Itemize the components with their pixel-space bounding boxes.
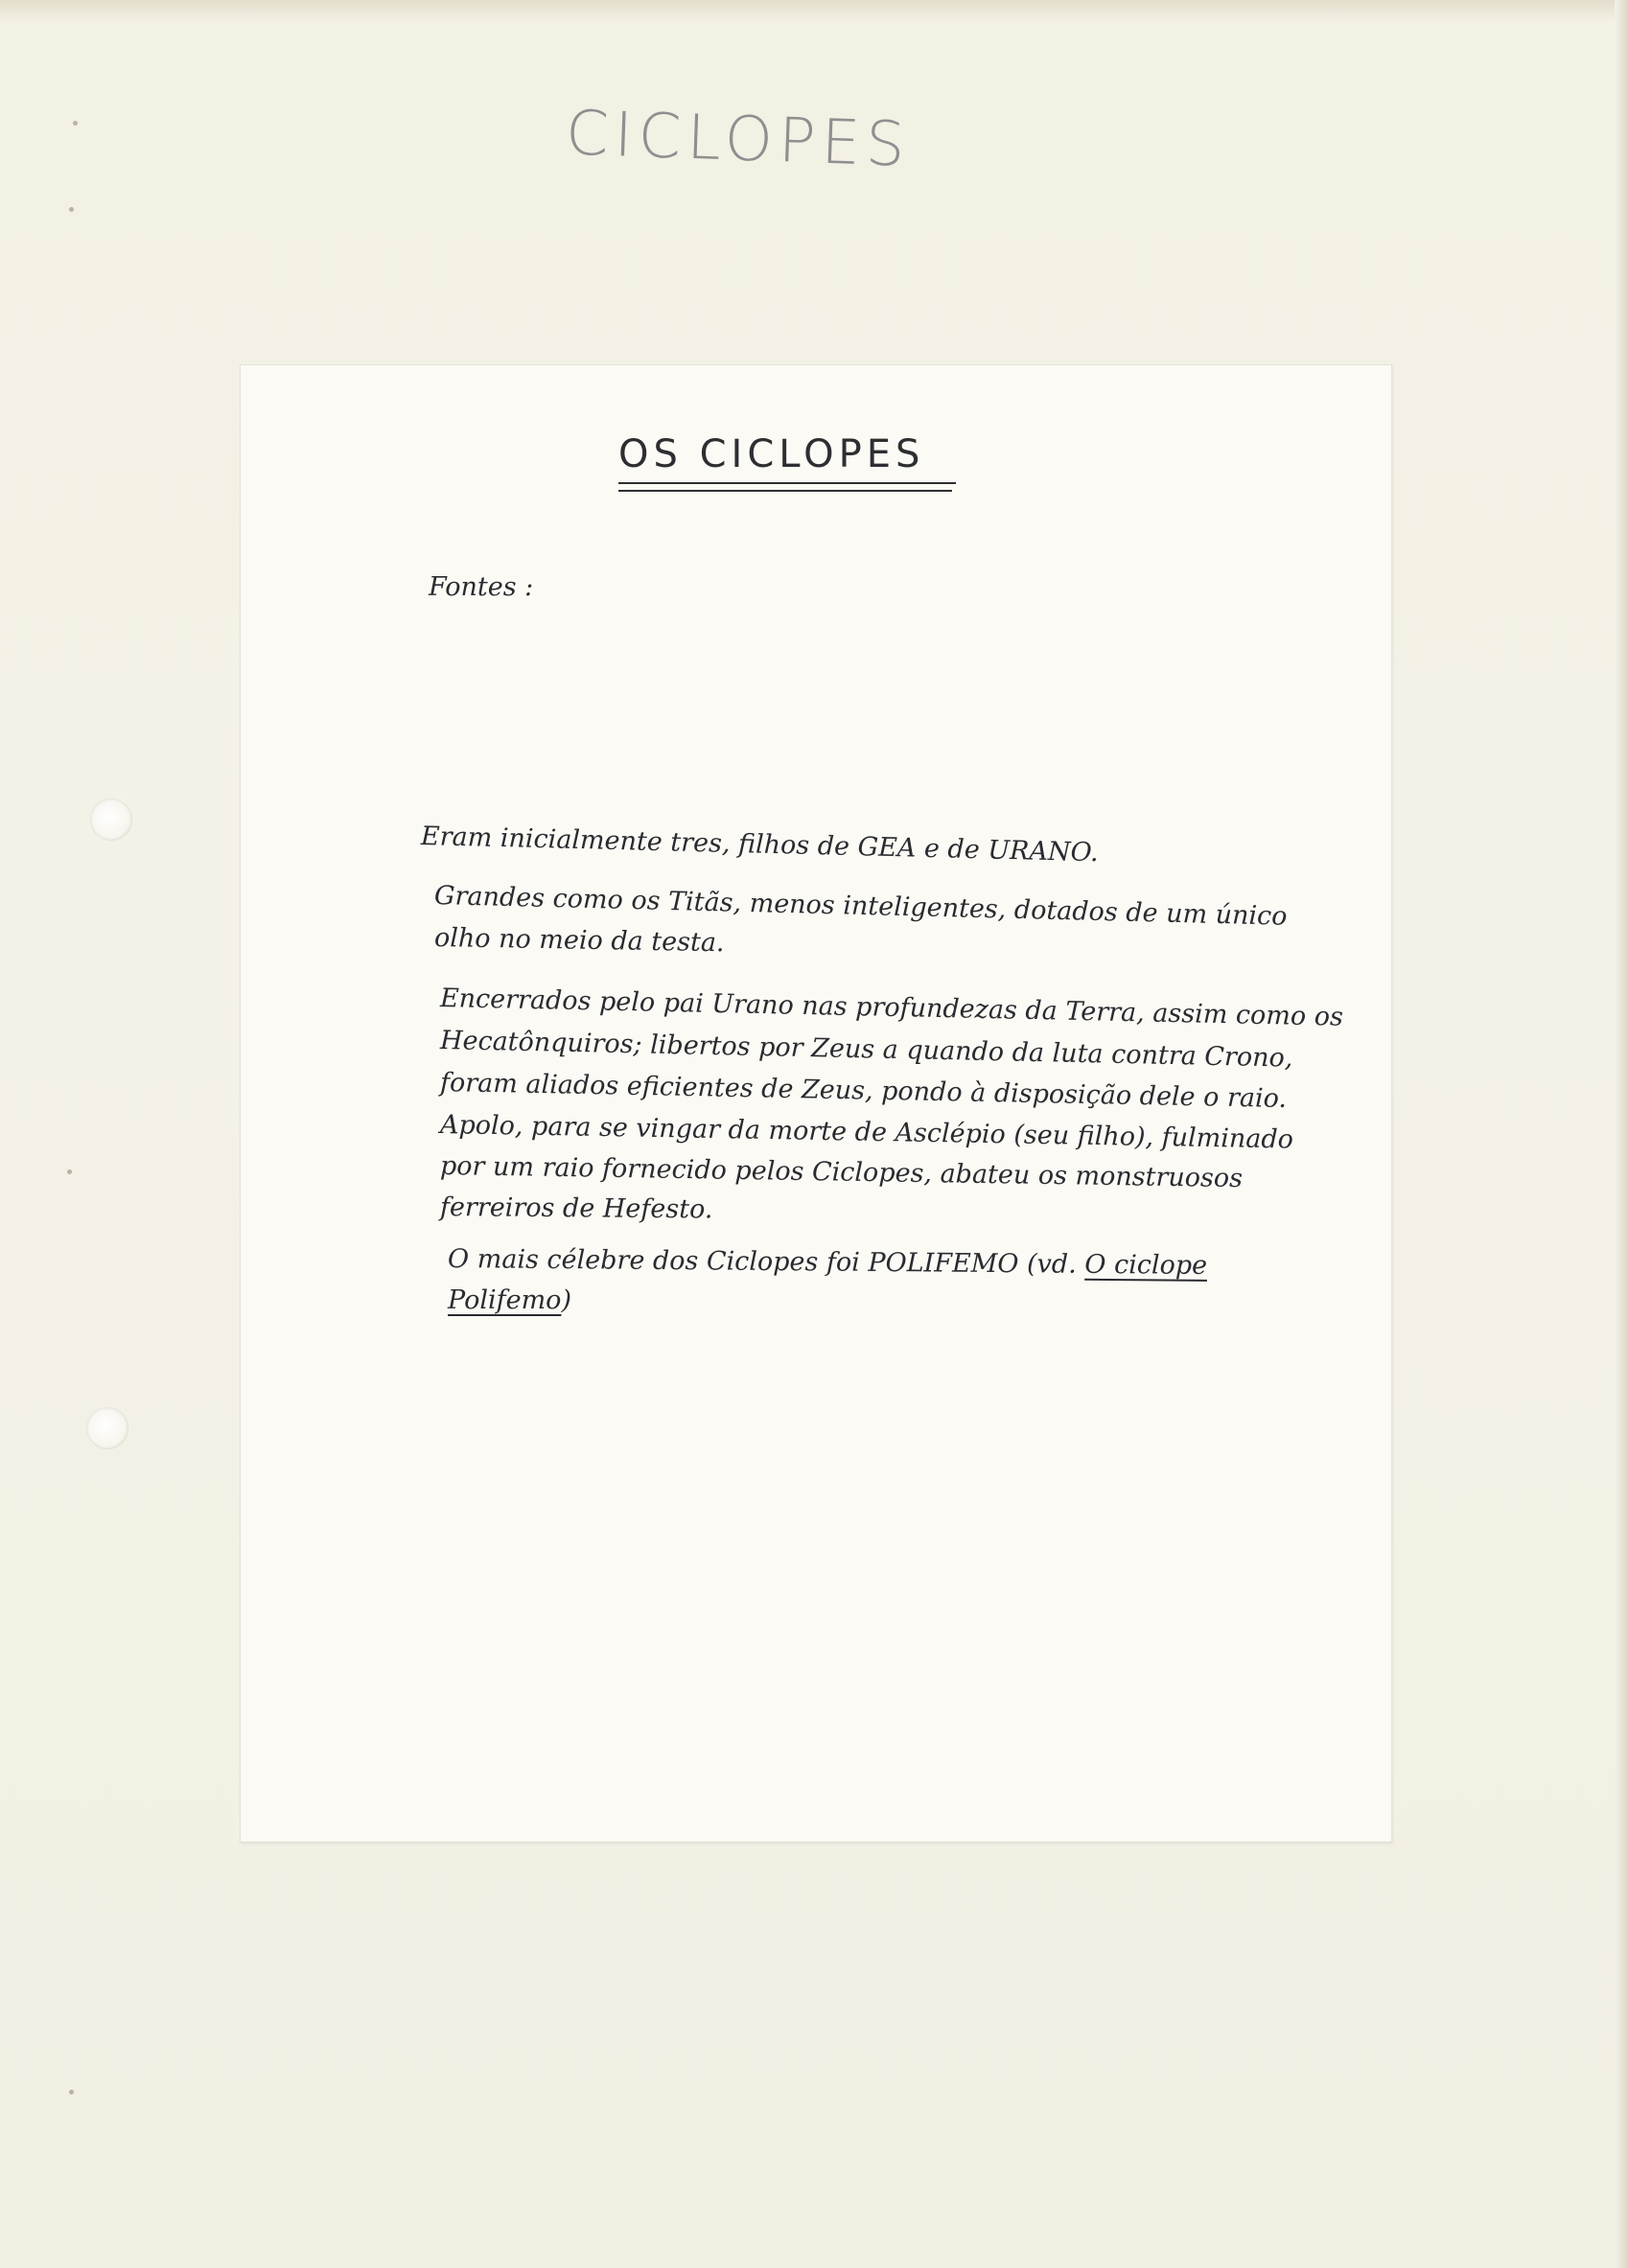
text-line: Grandes como os Titãs, menos inteligentes, dotados de um único [433,881,1288,932]
page-right-edge [1615,0,1628,2268]
sheet-title: OS CICLOPES [618,432,925,476]
text-line: por um raio fornecido pelos Ciclopes, abateu os monstruosos [439,1151,1244,1194]
title-underline [618,490,952,492]
text-line-reference-end [448,1285,571,1315]
page-top-edge [0,0,1628,21]
text-line: ferreiros de Hefesto. [439,1192,713,1225]
cross-reference: O ciclope [1084,1249,1208,1281]
fontes-label: Fontes : [429,572,534,602]
text-line: Encerrados pelo pai Urano nas profundezas da Terra, assim como os [439,984,1344,1032]
text-line: Apolo, para se vingar da morte de Asclépio (seu filho), fulminado [439,1110,1294,1155]
punch-hole [90,798,132,841]
text-line: O mais célebre dos Ciclopes foi POLIFEMO (vd. [447,1244,1077,1280]
paper-speck [67,1169,72,1174]
text-line-reference [448,1244,1207,1281]
folder-title: CICLOPES [564,98,912,181]
handwritten-sheet [240,364,1392,1842]
text-line: Hecatônquiros; libertos por Zeus a quando da luta contra Crono, [439,1026,1293,1074]
paper-speck [73,121,78,126]
text-line: foram aliados eficientes de Zeus, pondo à disposição dele o raio. [439,1068,1288,1114]
title-underline [618,482,956,484]
text-line: olho no meio da testa. [433,923,725,959]
text-line: Eram inicialmente tres, filhos de GEA e de URANO. [420,822,1100,868]
closing-paren: ) [561,1285,571,1315]
paper-speck [69,207,74,212]
cross-reference: Polifemo [448,1285,562,1315]
paper-speck [69,2090,74,2094]
punch-hole [86,1407,128,1449]
